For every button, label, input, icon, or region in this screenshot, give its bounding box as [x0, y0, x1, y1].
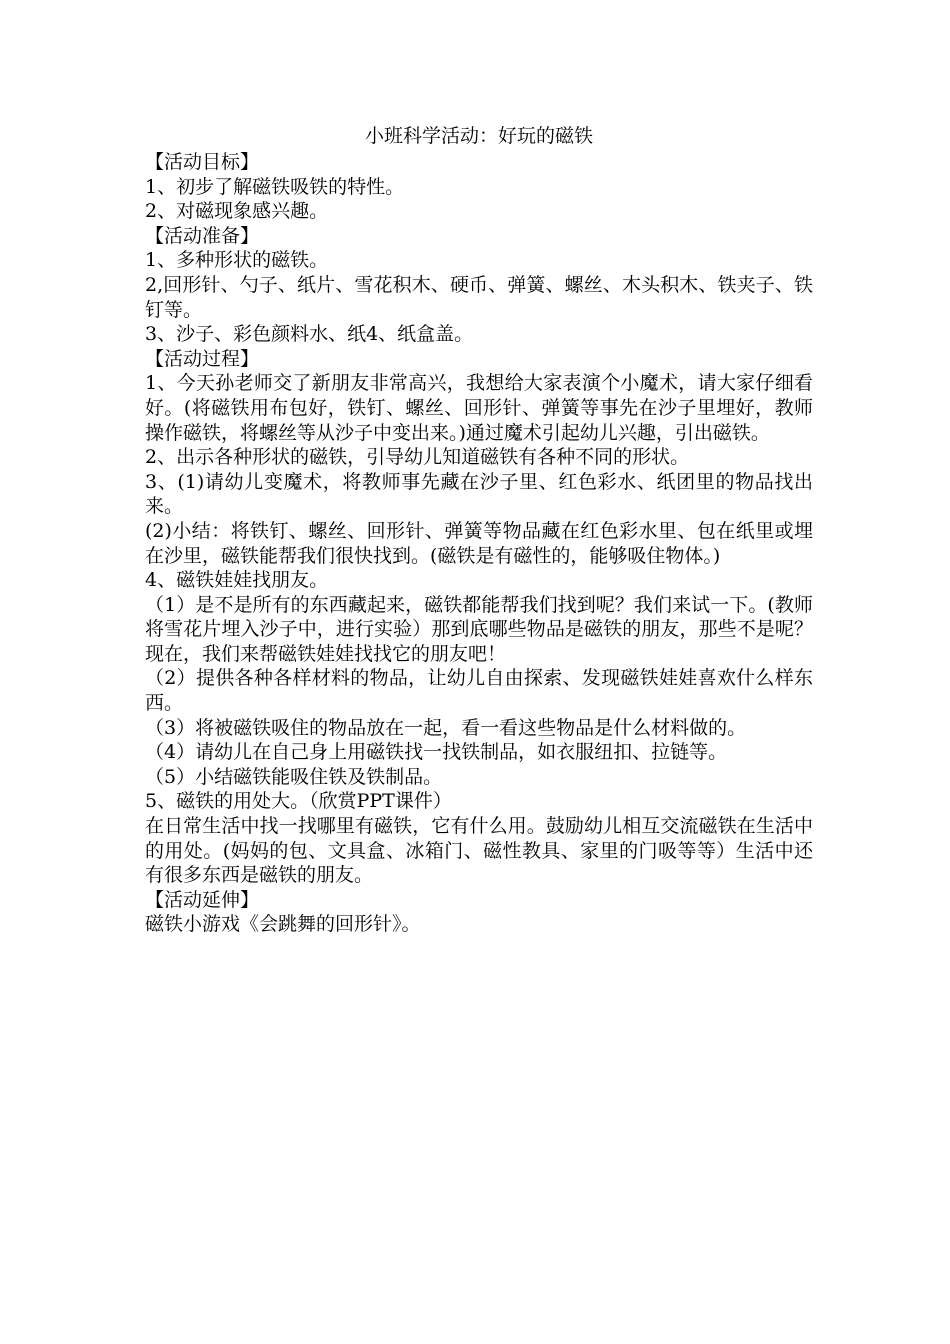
paragraph: 磁铁小游戏《会跳舞的回形针》。	[145, 913, 421, 936]
paragraph: （2）提供各种各样材料的物品，让幼儿自由探索、发现磁铁娃娃喜欢什么样东西。	[145, 667, 813, 715]
section-heading-preparation: 【活动准备】	[145, 224, 260, 247]
paragraph: 3、(1)请幼儿变魔术，将教师事先藏在沙子里、红色彩水、纸团里的物品找出来。	[145, 470, 813, 518]
section-heading-extension: 【活动延伸】	[145, 888, 260, 911]
paragraph: (2)小结：将铁钉、螺丝、回形针、弹簧等物品藏在红色彩水里、包在纸里或埋在沙里，磁铁能帮我们很快找到。(磁铁是有磁性的，能够吸住物体。)	[145, 519, 813, 567]
paragraph: 1、多种形状的磁铁。	[145, 249, 329, 272]
paragraph: 1、今天孙老师交了新朋友非常高兴，我想给大家表演个小魔术，请大家仔细看好。(将磁铁用布包好，铁钉、螺丝、回形针、弹簧等事先在沙子里埋好，教师操作磁铁，将螺丝等从沙子中变出来。)通过魔术引起幼儿兴趣，引出磁铁。	[145, 372, 813, 444]
paragraph: 2、出示各种形状的磁铁，引导幼儿知道磁铁有各种不同的形状。	[145, 446, 690, 469]
paragraph: 1、初步了解磁铁吸铁的特性。	[145, 175, 405, 198]
section-heading-goals: 【活动目标】	[145, 151, 260, 173]
paragraph: 2,回形针、勺子、纸片、雪花积木、硬币、弹簧、螺丝、木头积木、铁夹子、铁钉等。	[145, 273, 813, 321]
paragraph: 4、磁铁娃娃找朋友。	[145, 569, 329, 592]
paragraph: （1）是不是所有的东西藏起来，磁铁都能帮我们找到呢？我们来试一下。(教师将雪花片埋入沙子中，进行实验）那到底哪些物品是磁铁的朋友，那些不是呢？现在，我们来帮磁铁娃娃找找它的朋友吧！	[145, 593, 813, 665]
paragraph: 5、磁铁的用处大。（欣赏PPT课件）	[145, 790, 452, 813]
paragraph: （3）将被磁铁吸住的物品放在一起，看一看这些物品是什么材料做的。	[145, 716, 747, 739]
paragraph: 在日常生活中找一找哪里有磁铁，它有什么用。鼓励幼儿相互交流磁铁在生活中的用处。(妈妈的包、文具盒、冰箱门、磁性教具、家里的门吸等等）生活中还有很多东西是磁铁的朋友。	[145, 815, 813, 887]
section-heading-process: 【活动过程】	[145, 347, 260, 370]
document-body	[145, 122, 813, 937]
paragraph: 3、沙子、彩色颜料水、纸4、纸盒盖。	[145, 323, 474, 346]
paragraph: 2、对磁现象感兴趣。	[145, 200, 329, 223]
paragraph: （5）小结磁铁能吸住铁及铁制品。	[145, 765, 443, 788]
paragraph: （4）请幼儿在自己身上用磁铁找一找铁制品，如衣服纽扣、拉链等。	[145, 741, 728, 764]
document-title: 小班科学活动：好玩的磁铁	[364, 125, 593, 147]
